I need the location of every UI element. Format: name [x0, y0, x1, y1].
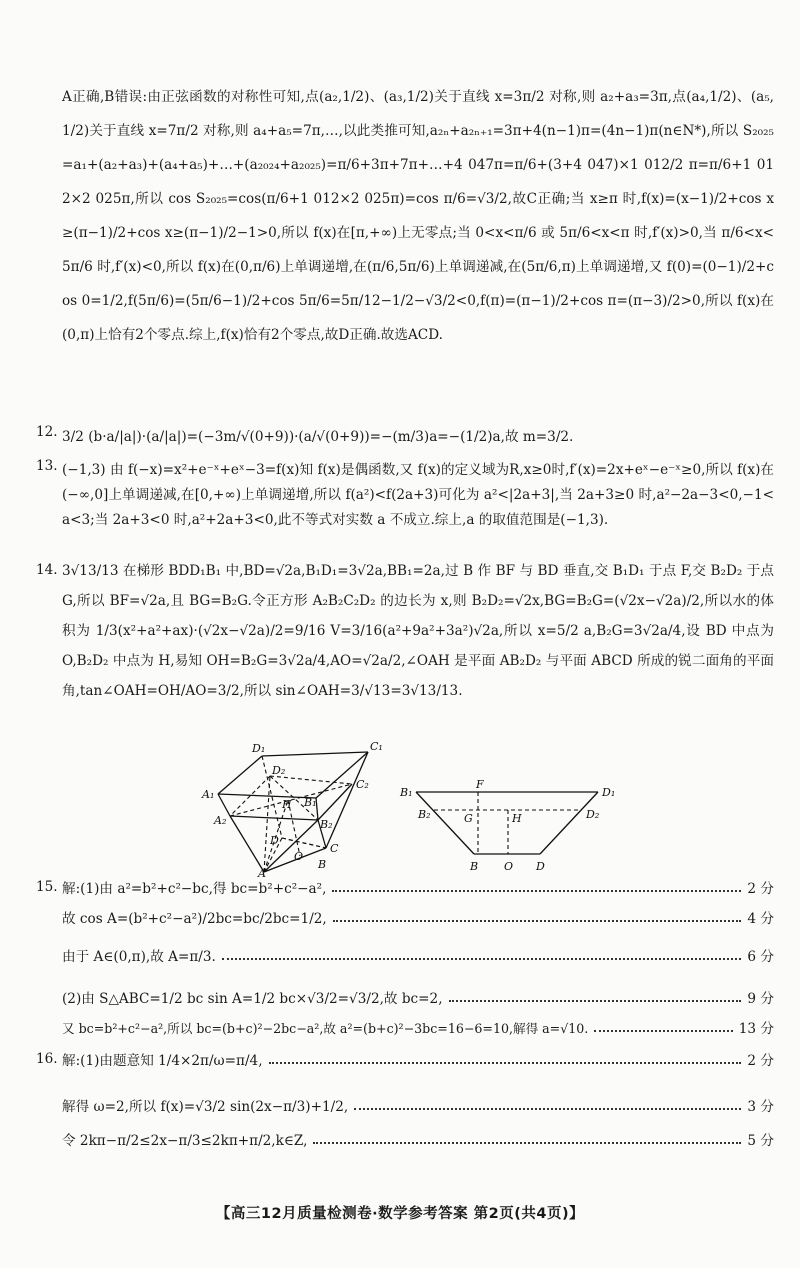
leader-dots [332, 890, 741, 892]
trapezoid-figure [416, 792, 598, 854]
label-A2: A₂ [214, 814, 227, 827]
solution-16-line-2 [62, 1092, 774, 1118]
step-text: 又 bc=b²+c²−a²,所以 bc=(b+c)²−2bc−a²,故 a²=(b+c)²−3bc=16−6=10,解得 a=√10. [62, 1020, 589, 1036]
solution-12-text: 3/2 (b·a/|a|)·(a/|a|)=(−3m/√(0+9))·(a/√(0+9))=−(m/3)a=−(1/2)a,故 m=3/2. [62, 429, 574, 445]
solution-16-line-3 [62, 1126, 774, 1152]
step-score: 5 分 [747, 1133, 774, 1149]
step-text: 解得 ω=2,所以 f(x)=√3/2 sin(2x−π/3)+1/2, [62, 1099, 349, 1115]
step-score: 2 分 [747, 1053, 774, 1069]
solution-16-number: 16. [36, 1051, 58, 1067]
label-D1: D₁ [252, 742, 266, 755]
label-B-right: B [470, 860, 479, 873]
step-text: 令 2kπ−π/2≤2x−π/3≤2kπ+π/2,k∈Z, [62, 1133, 308, 1149]
label-B2: B₂ [320, 818, 333, 831]
step-score: 4 分 [747, 911, 774, 927]
leader-dots [222, 958, 742, 960]
label-O: O [294, 850, 304, 863]
label-O-right: O [504, 860, 514, 873]
label-F: F [476, 778, 484, 791]
leader-dots [354, 1108, 741, 1110]
solution-15-line-1 [36, 874, 774, 900]
label-D1-right: D₁ [602, 786, 616, 799]
label-C1: C₁ [370, 740, 383, 753]
step-text: 故 cos A=(b²+c²−a²)/2bc=bc/2bc=1/2, [62, 911, 327, 927]
label-B: B [318, 858, 327, 871]
label-D: D [270, 834, 279, 847]
label-B1: B₁ [304, 796, 317, 809]
solution-15-line-2 [62, 904, 774, 930]
solution-16-line-1 [36, 1046, 774, 1072]
label-D2: D₂ [272, 764, 286, 777]
label-C2: C₂ [356, 778, 369, 791]
solution-12-number: 12. [36, 424, 58, 440]
solution-15-line-5 [62, 1014, 774, 1040]
leader-dots [313, 1142, 741, 1144]
label-A: A [258, 867, 266, 878]
solution-13-text: (−1,3) 由 f(−x)=x²+e⁻ˣ+eˣ−3=f(x)知 f(x)是偶函数,又 f(x)的定义域为R,x≥0时,f′(x)=2x+eˣ−e⁻ˣ≥0,所以 f(x)在(−∞,0]上单调递减,在[0,+∞)上单调递增,所以 f(a²)<f(2a+3)可化为 a²<|2a+3|,当 2a+3≥0 时,a²−2a−3<0,−1<a<3;当 2a+3<0 时,a²+2a+3<0,此不等式对实数 a 不成立.综上,a 的取值范围是(−1,3). [62, 462, 774, 528]
step-text: 由于 A∈(0,π),故 A=π/3. [62, 949, 216, 965]
solution-14-number: 14. [36, 562, 58, 578]
leader-dots [594, 1030, 732, 1032]
leader-dots [269, 1062, 742, 1064]
step-text: 解:(1)由题意知 1/4×2π/ω=π/4, [62, 1053, 263, 1069]
solution-15-number: 15. [36, 879, 58, 895]
figure-left-labels [201, 740, 383, 878]
step-text: (2)由 S△ABC=1/2 bc sin A=1/2 bc×√3/2=√3/2,故 bc=2, [62, 991, 443, 1007]
step-score: 9 分 [747, 991, 774, 1007]
label-D-right: D [536, 860, 545, 873]
step-score: 6 分 [747, 949, 774, 965]
label-G: G [464, 812, 473, 825]
solid-figure [0, 738, 800, 878]
leader-dots [333, 920, 742, 922]
page-footer: 【高三12月质量检测卷·数学参考答案 第2页(共4页)】 [215, 1206, 585, 1222]
label-D2-right: D₂ [586, 808, 600, 821]
step-text: 解:(1)由 a²=b²+c²−bc,得 bc=b²+c²−a², [62, 881, 327, 897]
solution-11-text: A正确,B错误:由正弦函数的对称性可知,点(a₂,1/2)、(a₃,1/2)关于直线 x=3π/2 对称,则 a₂+a₃=3π,点(a₄,1/2)、(a₅,1/2)关于直线 x=7π/2 对称,则 a₄+a₅=7π,…,以此类推可知,a₂ₙ+a₂ₙ₊₁=3π+4(n−1)π=(4n−1)π(n∈N*),所以 S₂₀₂₅=a₁+(a₂+a₃)+(a₄+a₅)+…+(a₂₀₂₄+a₂₀₂₅)=π/6+3π+7π+…+4 047π=π/6+(3+4 047)×1 012/2 π=π/6+1 012×2 025π,所以 cos S₂₀₂₅=cos(π/6+1 012×2 025π)=cos π/6=√3/2,故C正确;当 x≥π 时,f(x)=(x−1)/2+cos x≥(π−1)/2+cos x≥(π−1)/2−1>0,所以 f(x)在[π,+∞)上无零点;当 0<x<π/6 或 5π/6<x<π 时,f′(x)>0,当 π/6<x<5π/6 时,f′(x)<0,所以 f(x)在(0,π/6)上单调递增,在(π/6,5π/6)上单调递减,在(5π/6,π)上单调递增,又 f(0)=(0−1)/2+cos 0=1/2,f(5π/6)=(5π/6−1)/2+cos 5π/6=5π/12−1/2−√3/2<0,f(π)=(π−1)/2+cos π=(π−3)/2>0,所以 f(x)在(0,π)上恰有2个零点.综上,f(x)恰有2个零点,故D正确.故选ACD. [62, 89, 774, 343]
step-score: 13 分 [738, 1021, 774, 1037]
step-score: 2 分 [747, 881, 774, 897]
step-score: 3 分 [747, 1099, 774, 1115]
label-B2-right: B₂ [418, 808, 431, 821]
label-C: C [330, 842, 339, 855]
solution-13-number: 13. [36, 458, 58, 474]
leader-dots [449, 1000, 742, 1002]
label-A1: A₁ [202, 788, 215, 801]
solution-15-line-4 [62, 984, 774, 1010]
label-H: H [282, 798, 292, 811]
solution-14-text: 3√13/13 在梯形 BDD₁B₁ 中,BD=√2a,B₁D₁=3√2a,BB₁=2a,过 B 作 BF 与 BD 垂直,交 B₁D₁ 于点 F,交 B₂D₂ 于点 G,所以 BF=√2a,且 BG=B₂G.令正方形 A₂B₂C₂D₂ 的边长为 x,则 B₂D₂=√2x,BG=B₂G=(√2x−√2a)/2,所以水的体积为 1/3(x²+a²+ax)·(√2x−√2a)/2=9/16 V=3/16(a²+9a²+3a²)√2a,所以 x=5/2 a,B₂G=3√2a/4,设 BD 中点为 O,B₂D₂ 中点为 H,易知 OH=B₂G=3√2a/4,AO=√2a/2,∠OAH 是平面 AB₂D₂ 与平面 ABCD 所成的锐二面角的平面角,tan∠OAH=OH/AO=3/2,所以 sin∠OAH=3/√13=3√13/13. [62, 563, 774, 699]
figure-area [0, 738, 800, 878]
label-B1-right: B₁ [400, 786, 413, 799]
solution-15-line-3 [62, 942, 774, 968]
label-H-right: H [512, 812, 522, 825]
